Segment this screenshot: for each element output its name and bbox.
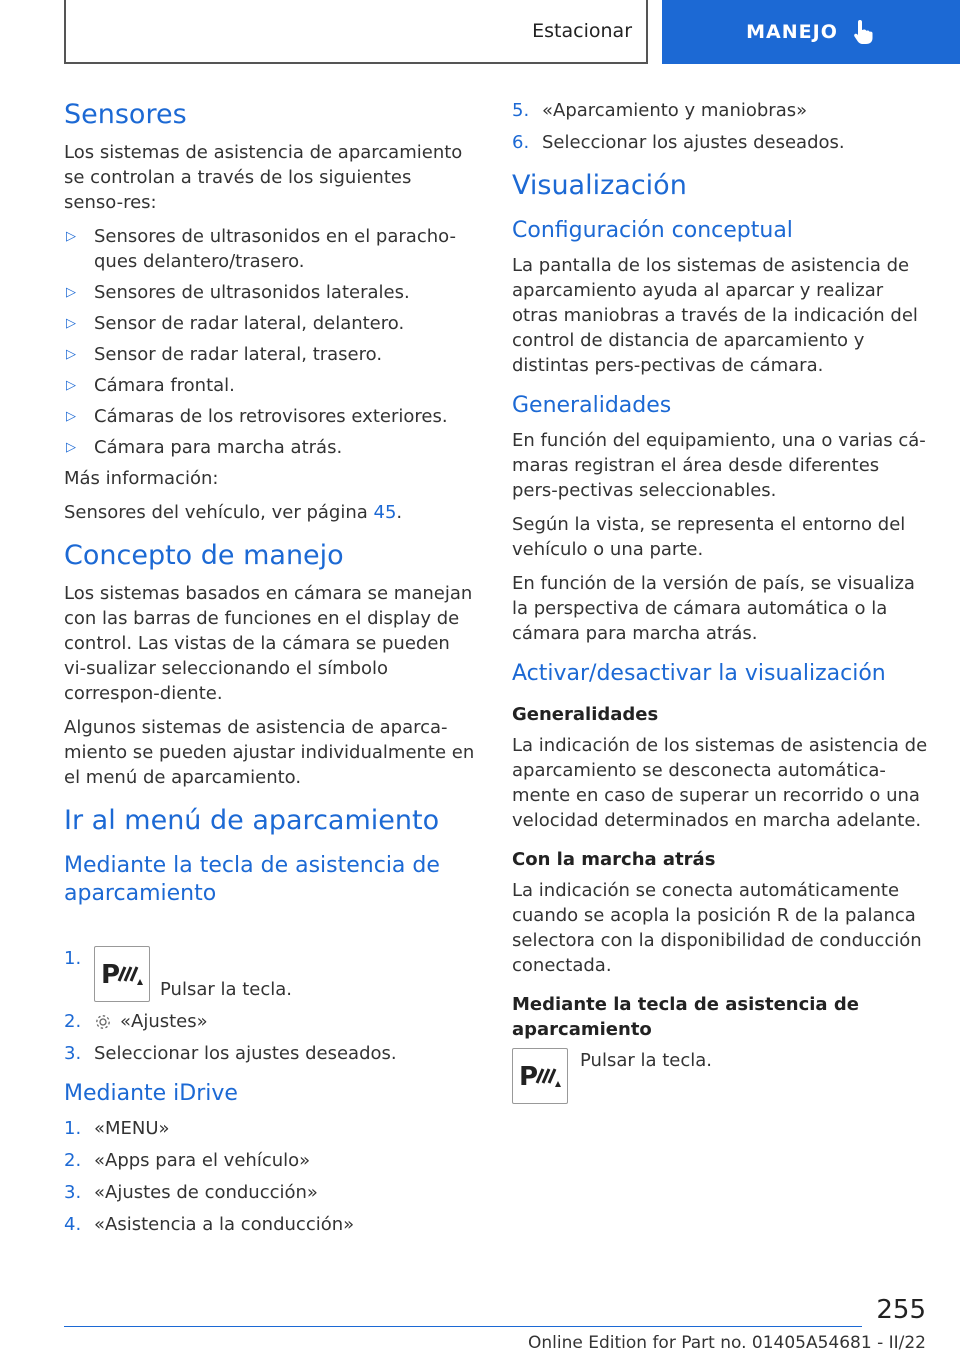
right-column — [512, 98, 930, 1104]
list-item: ▷ Cámara para marcha atrás. — [66, 437, 343, 458]
page-number: 255 — [876, 1295, 926, 1325]
chapter-tab[interactable] — [662, 0, 960, 64]
section-header — [64, 0, 648, 64]
gear-icon — [94, 1013, 112, 1031]
sensores-reference: Sensores del vehículo, ver página 45. — [64, 502, 403, 523]
chapter-title: MANEJO — [746, 21, 838, 43]
list-item: 2. «Ajustes» — [64, 1011, 208, 1032]
activar-general-subheading: Generalidades — [512, 704, 659, 725]
visualizacion-heading: Visualización — [512, 170, 687, 201]
more-info-label: Más información: — [64, 468, 219, 489]
list-item: 4. «Asistencia a la conducción» — [64, 1214, 355, 1235]
general-paragraph-3: En función de la versión de país, se visualiza la perspectiva de cámara automática o la cámara para marcha atrás. — [512, 573, 915, 644]
general-heading: Generalidades — [512, 393, 672, 418]
idrive-steps-continued — [512, 98, 930, 155]
svg-text:P: P — [101, 960, 121, 990]
triangle-bullet-icon: ▷ — [66, 316, 76, 331]
triangle-bullet-icon: ▷ — [66, 440, 76, 455]
general-paragraph-2: Según la vista, se representa el entorno del vehículo o una parte. — [512, 514, 906, 560]
triangle-bullet-icon: ▷ — [66, 378, 76, 393]
tecla-steps — [64, 916, 476, 1066]
hand-pointer-icon — [852, 18, 876, 46]
tecla-paragraph: Pulsar la tecla. — [580, 1050, 713, 1071]
list-item: 3. «Ajustes de conducción» — [64, 1182, 318, 1203]
concepto-paragraph-1: Los sistemas basados en cámara se manejan con las barras de funciones en el display de control. Las vistas de la cámara se pueden vi-sualizar seleccionando el símbolo correspon-diente. — [64, 583, 473, 704]
footer-edition: Online Edition for Part no. 01405A54681 - II/22 — [527, 1333, 926, 1353]
page-link[interactable]: 45 — [373, 502, 397, 523]
park-assist-key-icon — [512, 1048, 568, 1104]
marcha-subheading: Con la marcha atrás — [512, 849, 716, 870]
config-heading: Configuración conceptual — [512, 218, 793, 243]
sensores-heading: Sensores — [64, 99, 187, 130]
section-title: Estacionar — [532, 20, 632, 42]
config-paragraph: La pantalla de los sistemas de asistencia de aparcamiento ayuda al aparcar y realizar otras maniobras a través de la indicación del control de distancia de aparcamiento y distintas pers-pectivas de cámara. — [512, 255, 918, 376]
concepto-paragraph-2: Algunos sistemas de asistencia de aparca-miento se pueden ajustar individualmente en el menú de aparcamiento. — [64, 717, 475, 788]
list-item: 1. P Pulsar la tecla. — [64, 948, 293, 1000]
list-item: ▷ Cámara frontal. — [66, 375, 235, 396]
tecla-heading: Mediante la tecla de asistencia de aparcamiento — [64, 853, 440, 906]
list-item: 5. «Aparcamiento y maniobras» — [512, 100, 808, 121]
idrive-heading: Mediante iDrive — [64, 1081, 238, 1106]
list-item: 1. «MENU» — [64, 1118, 170, 1139]
list-item: 2. «Apps para el vehículo» — [64, 1150, 311, 1171]
activar-heading: Activar/desactivar la visualización — [512, 661, 886, 686]
tecla-key-row — [512, 1048, 930, 1104]
list-item: ▷ Sensor de radar lateral, delantero. — [66, 313, 405, 334]
svg-text:P: P — [519, 1062, 539, 1092]
triangle-bullet-icon: ▷ — [66, 229, 76, 244]
list-item: 3. Seleccionar los ajustes deseados. — [64, 1043, 397, 1064]
triangle-bullet-icon: ▷ — [66, 285, 76, 300]
triangle-bullet-icon: ▷ — [66, 409, 76, 424]
tecla-subheading: Mediante la tecla de asistencia de aparcamiento — [512, 994, 859, 1040]
menu-heading: Ir al menú de aparcamiento — [64, 805, 440, 836]
park-assist-key-icon — [94, 946, 150, 1002]
idrive-steps — [64, 1116, 476, 1237]
concepto-heading: Concepto de manejo — [64, 540, 344, 571]
list-item: 6. Seleccionar los ajustes deseados. — [512, 132, 845, 153]
list-item: ▷ Cámaras de los retrovisores exteriores. — [66, 406, 448, 427]
list-item: ▷ Sensor de radar lateral, trasero. — [66, 344, 383, 365]
sensores-intro: Los sistemas de asistencia de aparcamiento se controlan a través de los siguientes senso-res: — [64, 142, 463, 213]
activar-general-paragraph: La indicación de los sistemas de asistencia de aparcamiento se desconecta automática-mente en caso de superar un recorrido o una velocidad determinados en marcha adelante. — [512, 735, 928, 831]
list-item: ▷ Sensores de ultrasonidos en el paracho-ques delantero/trasero. — [66, 226, 456, 272]
marcha-paragraph: La indicación se conecta automáticamente cuando se acopla la posición R de la palanca selectora con la disponibilidad de conducción conectada. — [512, 880, 922, 976]
left-column — [64, 98, 476, 1245]
general-paragraph-1: En función del equipamiento, una o varias cá-maras registran el área desde diferentes pers-pectivas seleccionables. — [512, 430, 926, 501]
triangle-bullet-icon: ▷ — [66, 347, 76, 362]
list-item: ▷ Sensores de ultrasonidos laterales. — [66, 282, 410, 303]
sensor-list — [64, 224, 476, 460]
footer-divider — [64, 1326, 862, 1327]
